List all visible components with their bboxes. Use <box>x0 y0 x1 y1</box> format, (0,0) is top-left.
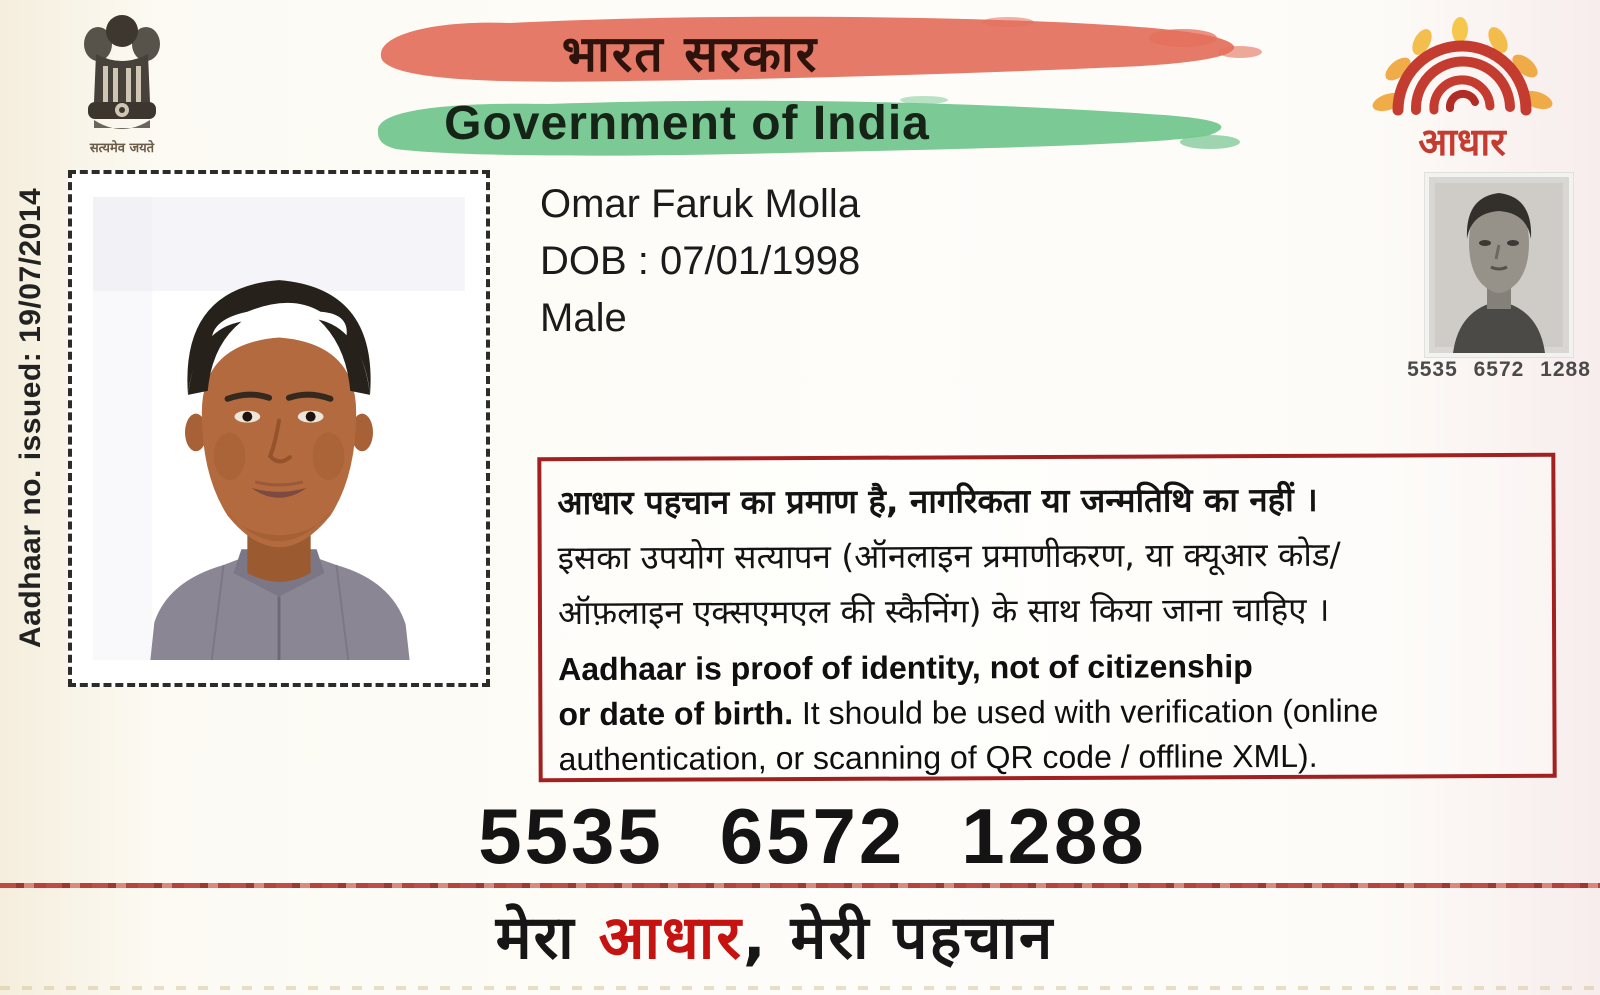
holder-gender: Male <box>540 296 627 340</box>
emblem-of-india-graphic <box>76 4 168 160</box>
disclaimer-box <box>537 453 1556 782</box>
ghost-photo-portrait <box>1429 177 1569 353</box>
card-bottom-edge <box>0 986 1600 990</box>
aadhaar-logo <box>1360 14 1565 164</box>
aadhaar-number-group1: 5535 <box>478 792 664 880</box>
aadhaar-number <box>195 791 1430 882</box>
ghost-photo-number: 5535 6572 1288 <box>1407 358 1591 381</box>
holder-photo-portrait <box>93 193 465 664</box>
tagline-pre: मेरा <box>495 903 599 973</box>
disclaimer-hindi-line1: आधार पहचान का प्रमाण है, नागरिकता या जन्मतिथि का नहीं । <box>557 479 1318 523</box>
aadhaar-number-group2: 6572 <box>719 792 906 880</box>
disclaimer-english-line2 <box>558 688 1542 737</box>
tagline-post: , मेरी पहचान <box>742 903 1055 973</box>
holder-dob: DOB : 07/01/1998 <box>540 239 861 283</box>
ghost-photo <box>1424 172 1574 358</box>
disclaimer-english-line3: authentication, or scanning of QR code / offline XML). <box>558 737 1318 778</box>
card-title-hindi: भारत सरकार <box>561 25 819 83</box>
card-title-english: Government of India <box>444 97 930 150</box>
holder-photo <box>68 170 490 687</box>
holder-details <box>540 176 860 347</box>
holder-name: Omar Faruk Molla <box>540 182 861 226</box>
aadhaar-number-group3: 1288 <box>961 792 1147 880</box>
aadhaar-logo-label: आधार <box>1418 120 1506 164</box>
tagline <box>0 894 1550 976</box>
disclaimer-hindi-line3: ऑफ़लाइन एक्सएमएल की स्कैनिंग) के साथ किया जाना चाहिए । <box>557 589 1330 633</box>
emblem-of-india <box>76 4 168 160</box>
disclaimer-english-line2-bold: or date of birth. <box>558 695 794 733</box>
red-dashed-divider <box>0 883 1600 888</box>
disclaimer-english-line1: Aadhaar is proof of identity, not of citizenship <box>558 648 1253 688</box>
emblem-motto: सत्यमेव जयते <box>89 141 155 156</box>
disclaimer-hindi-line2: इसका उपयोग सत्यापन (ऑनलाइन प्रमाणीकरण, या क्यूआर कोड/ <box>557 534 1341 578</box>
aadhaar-logo-graphic <box>1360 14 1565 164</box>
disclaimer-english <box>558 643 1543 782</box>
tagline-highlight: आधार <box>598 903 743 973</box>
aadhaar-issued-note: Aadhaar no. issued: 19/07/2014 <box>14 187 47 649</box>
disclaimer-english-line2-rest: It should be used with verification (online <box>792 692 1379 732</box>
